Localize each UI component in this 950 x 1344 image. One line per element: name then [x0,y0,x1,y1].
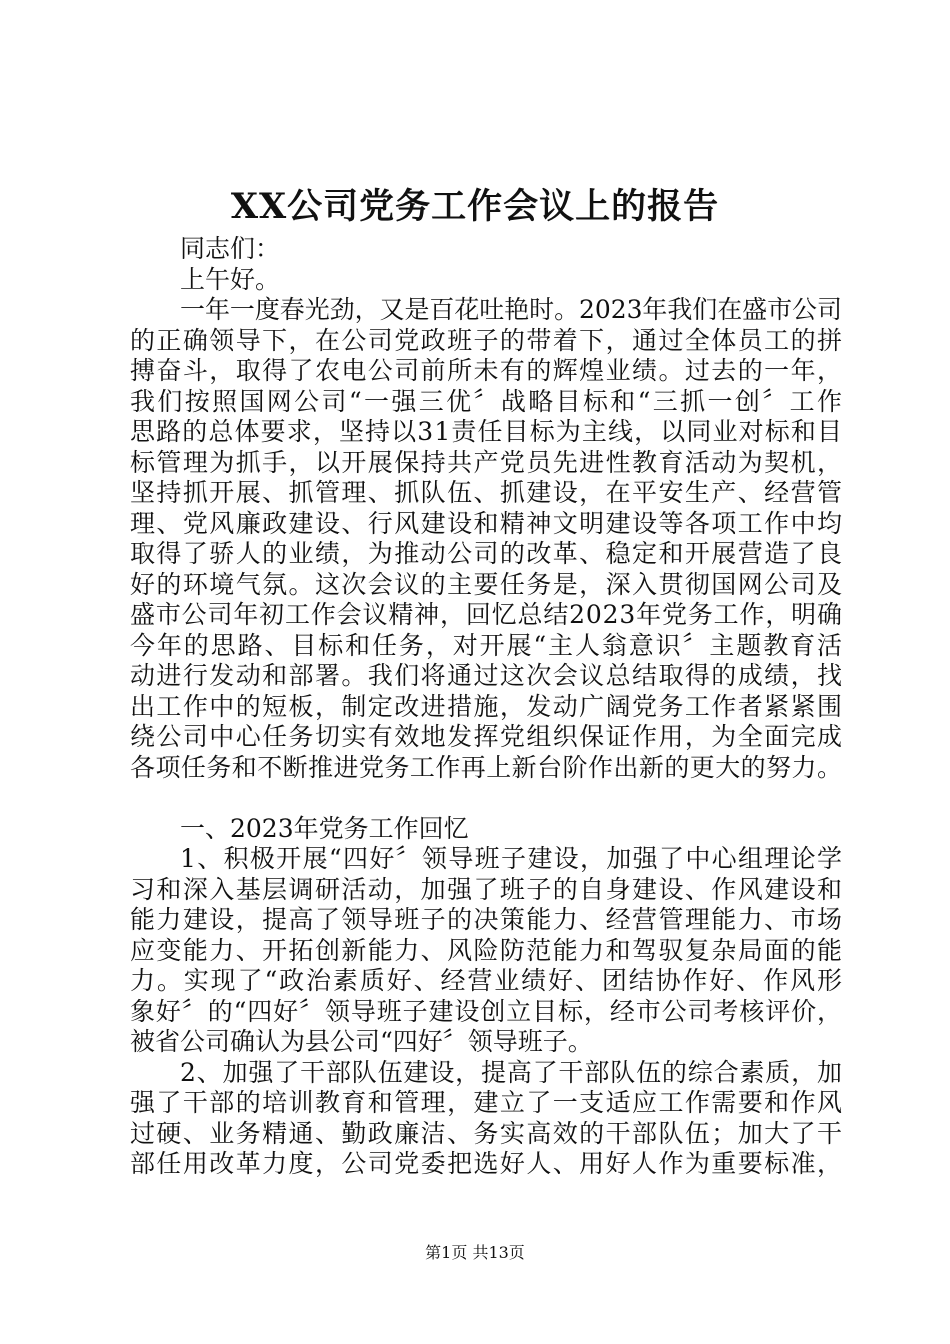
text-line: 强了干部的培训教育和管理，建立了一支适应工作需要和作风 [130,1088,844,1117]
text-line: 动进行发动和部署。我们将通过这次会议总结取得的成绩，找 [130,661,844,690]
document-body [130,234,845,1180]
text-line: 我们按照国网公司“一强三优〞战略目标和“三抓一创〞工作 [130,386,845,416]
text-line: 搏奋斗，取得了农电公司前所未有的辉煌业绩。过去的一年， [130,356,844,385]
text-line: 各项任务和不断推进党务工作再上新台阶作出新的更大的努力。 [130,752,843,782]
text-line: 一、2023年党务工作回忆 [180,813,469,843]
text-line: 理、党风廉政建设、行风建设和精神文明建设等各项工作中均 [130,508,844,538]
text-line: 部任用改革力度，公司党委把选好人、用好人作为重要标准， [130,1149,844,1178]
blank-line [130,783,842,814]
text-line: 2、加强了干部队伍建设，提高了干部队伍的综合素质，加 [180,1057,843,1087]
text-line: 出工作中的短板，制定改进措施，发动广阔党务工作者紧紧围 [130,691,844,721]
text-line: 标管理为抓手，以开展保持共产党员先进性教育活动为契机， [130,447,844,477]
text-line: 应变能力、开拓创新能力、风险防范能力和驾驭复杂局面的能 [130,935,844,965]
text-line: 盛市公司年初工作会议精神，回忆总结2023年党务工作，明确 [130,600,843,629]
text-line: 1、积极开展“四好〞领导班子建设，加强了中心组理论学 [180,844,844,873]
text-line: 象好〞的“四好〞领导班子建设创立目标，经市公司考核评价， [130,996,843,1026]
text-line: 思路的总体要求，坚持以31责任目标为主线，以同业对标和目 [130,417,844,446]
text-line: 同志们： [180,234,281,263]
text-line: 力。实现了“政治素质好、经营业绩好、团结协作好、作风形 [130,966,844,995]
text-line: 上午好。 [180,264,281,294]
text-line: 取得了骄人的业绩，为推动公司的改革、稳定和开展营造了良 [130,539,844,568]
text-line: 过硬、业务精通、勤政廉洁、务实高效的干部队伍；加大了干 [130,1118,844,1148]
text-line: 好的环境气氛。这次会议的主要任务是，深入贯彻国网公司及 [130,569,844,599]
document-title: XX公司党务工作会议上的报告 [230,186,720,227]
page-number-footer: 第1页 共13页 [425,1243,525,1262]
text-line: 一年一度春光劲，又是百花吐艳时。2023年我们在盛市公司 [180,295,842,324]
text-line: 坚持抓开展、抓管理、抓队伍、抓建设，在平安生产、经营管 [130,478,844,507]
text-line: 绕公司中心任务切实有效地发挥党组织保证作用，为全面完成 [130,722,844,751]
text-line: 的正确领导下，在公司党政班子的带着下，通过全体员工的拼 [130,325,844,355]
text-line: 能力建设，提高了领导班子的决策能力、经营管理能力、市场 [130,905,844,934]
text-line: 今年的思路、目标和任务，对开展“主人翁意识〞主题教育活 [130,630,844,660]
text-line: 被省公司确认为县公司“四好〞领导班子。 [130,1027,593,1056]
text-line: 习和深入基层调研活动，加强了班子的自身建设、作风建设和 [130,874,844,904]
